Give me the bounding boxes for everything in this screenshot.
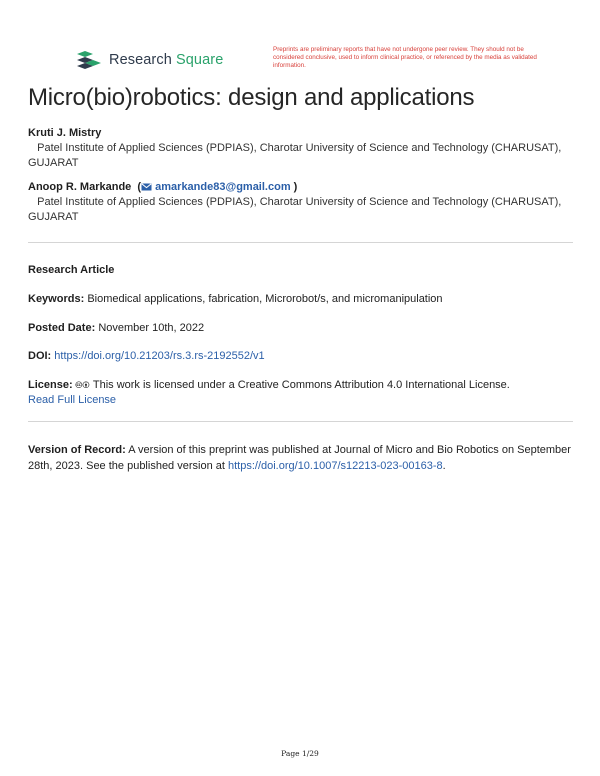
page-number: Page 1/29 (281, 749, 319, 758)
envelope-icon (141, 183, 152, 191)
research-square-logo-icon (75, 50, 103, 70)
author-name: Kruti J. Mistry (28, 127, 102, 139)
doi: DOI: https://doi.org/10.21203/rs.3.rs-2192552/v1 (28, 350, 265, 362)
read-full-license-link[interactable]: Read Full License (28, 394, 117, 406)
author-name: Anoop R. Markande (28, 181, 132, 193)
logo-text: Research Square (109, 52, 224, 68)
creative-commons-icon: 🅭🅯 (75, 380, 91, 391)
author-affiliation: Patel Institute of Applied Sciences (PDPIAS), Charotar University of Science and Technology (CHARUSAT), GUJARAT (28, 196, 562, 223)
divider (28, 242, 573, 243)
page-title: Micro(bio)robotics: design and applications (28, 84, 475, 111)
author-email-link[interactable]: amarkande83@gmail.com (141, 181, 291, 193)
published-version-link[interactable]: https://doi.org/10.1007/s12213-023-00163-8 (227, 460, 443, 472)
author-name-line: Anoop R. Markande ( amarkande83@gmail.com ) (28, 181, 298, 193)
version-of-record: Version of Record: A version of this preprint was published at Journal of Micro and Bio Robotics on September 28th, 2023. See the published version at https://doi.org/10.1007/s12213-023-00163-8. (28, 444, 571, 472)
author-affiliation: Patel Institute of Applied Sciences (PDPIAS), Charotar University of Science and Technology (CHARUSAT), GUJARAT (28, 142, 562, 169)
author-1 (28, 126, 573, 171)
preprint-notice: Preprints are preliminary reports that have not undergone peer review. They should not be considered conclusive, used to inform clinical practice, or referenced by the media as validated information. (273, 46, 537, 69)
research-square-logo[interactable] (75, 48, 223, 72)
doi-link[interactable]: https://doi.org/10.21203/rs.3.rs-2192552/v1 (54, 350, 265, 362)
keywords: Keywords: Biomedical applications, fabrication, Microrobot/s, and micromanipulation (28, 293, 443, 305)
author-2 (28, 180, 573, 225)
divider (28, 421, 573, 422)
article-type: Research Article (28, 264, 115, 276)
posted-date: Posted Date: November 10th, 2022 (28, 322, 205, 334)
license: License: 🅭🅯 This work is licensed under a Creative Commons Attribution 4.0 International License. Read Full License (28, 379, 510, 406)
